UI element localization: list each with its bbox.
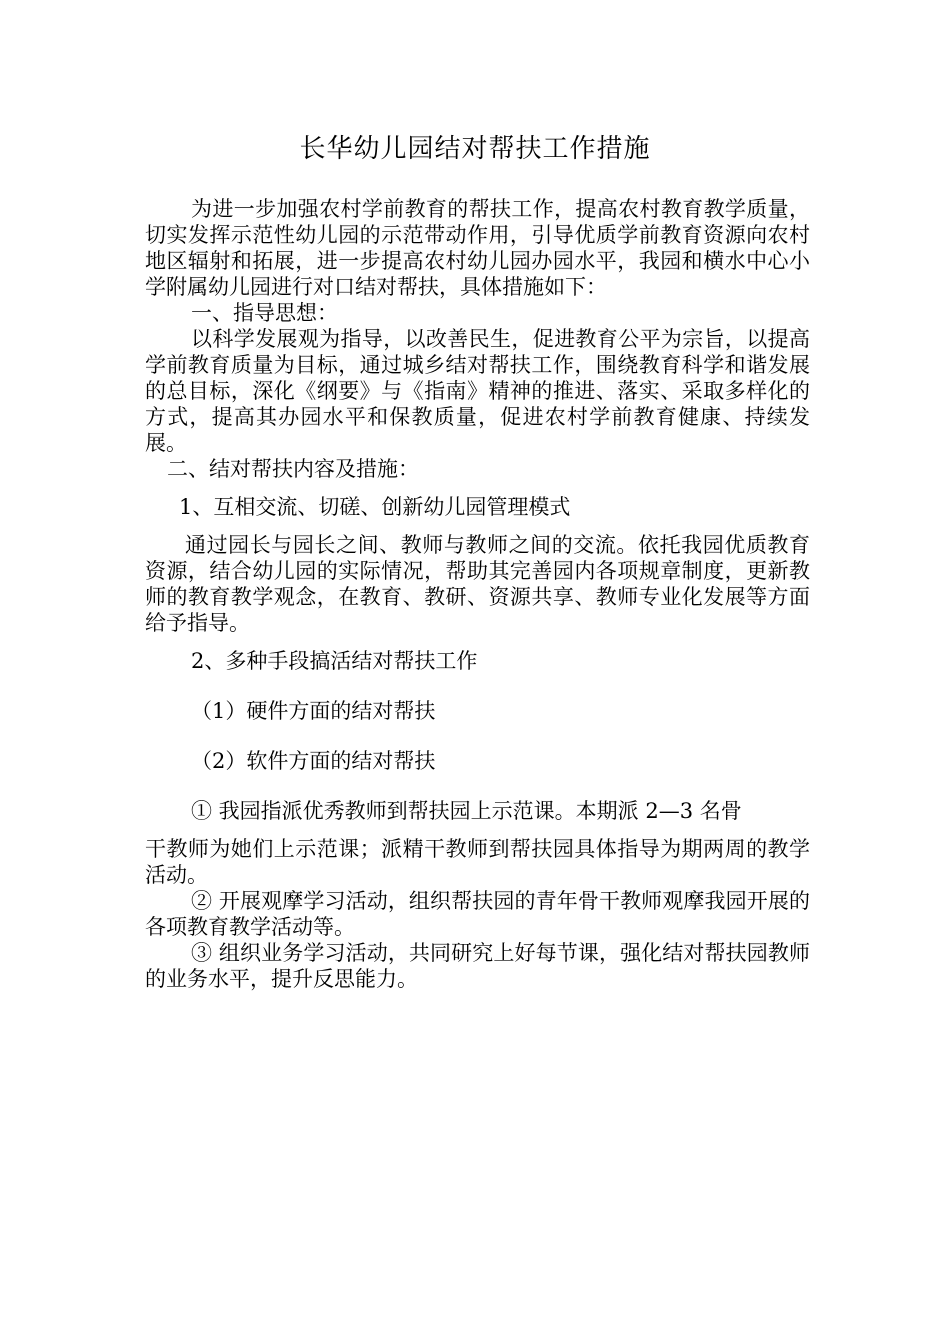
- item-heading-1: 1、互相交流、切磋、创新幼儿园管理模式: [179, 495, 571, 519]
- item-heading-2: 2、多种手段搞活结对帮扶工作: [191, 649, 478, 673]
- measure-1-line-1: ① 我园指派优秀教师到帮扶园上示范课。本期派 2—3 名骨: [191, 799, 742, 823]
- measure-2-paragraph: ② 开展观摩学习活动，组织帮扶园的青年骨干教师观摩我园开展的各项教育教学活动等。: [145, 889, 810, 939]
- guiding-thought-paragraph: 以科学发展观为指导，以改善民生，促进教育公平为宗旨，以提高学前教育质量为目标，通过城乡结对帮扶工作，围绕教育科学和谐发展的总目标，深化《纲要》与《指南》精神的推进、落实、采取多样化的方式，提高其办园水平和保教质量，促进农村学前教育健康、持续发展。: [145, 327, 810, 455]
- measure-3-paragraph: ③ 组织业务学习活动，共同研究上好每节课，强化结对帮扶园教师的业务水平，提升反思能力。: [145, 941, 810, 991]
- exchange-paragraph: 通过园长与园长之间、教师与教师之间的交流。依托我园优质教育资源，结合幼儿园的实际情况，帮助其完善园内各项规章制度，更新教师的教育教学观念，在教育、教研、资源共享、教师专业化发展等方面给予指导。: [145, 533, 810, 635]
- section-heading-guiding-thought: 一、指导思想：: [191, 301, 338, 325]
- intro-paragraph: 为进一步加强农村学前教育的帮扶工作，提高农村教育教学质量，切实发挥示范性幼儿园的示范带动作用，引导优质学前教育资源向农村地区辐射和拓展，进一步提高农村幼儿园办园水平，我园和横水中心小学附属幼儿园进行对口结对帮扶，具体措施如下：: [145, 197, 810, 299]
- measure-1-line-2: 干教师为她们上示范课；派精干教师到帮扶园具体指导为期两周的教学活动。: [145, 837, 810, 887]
- document-body: [145, 196, 810, 992]
- section-heading-content-measures: 二、结对帮扶内容及措施：: [167, 457, 419, 481]
- document-title: 长华幼儿园结对帮扶工作措施: [299, 134, 651, 164]
- sub-item-software: （2）软件方面的结对帮扶: [191, 749, 436, 773]
- sub-item-hardware: （1）硬件方面的结对帮扶: [191, 699, 436, 723]
